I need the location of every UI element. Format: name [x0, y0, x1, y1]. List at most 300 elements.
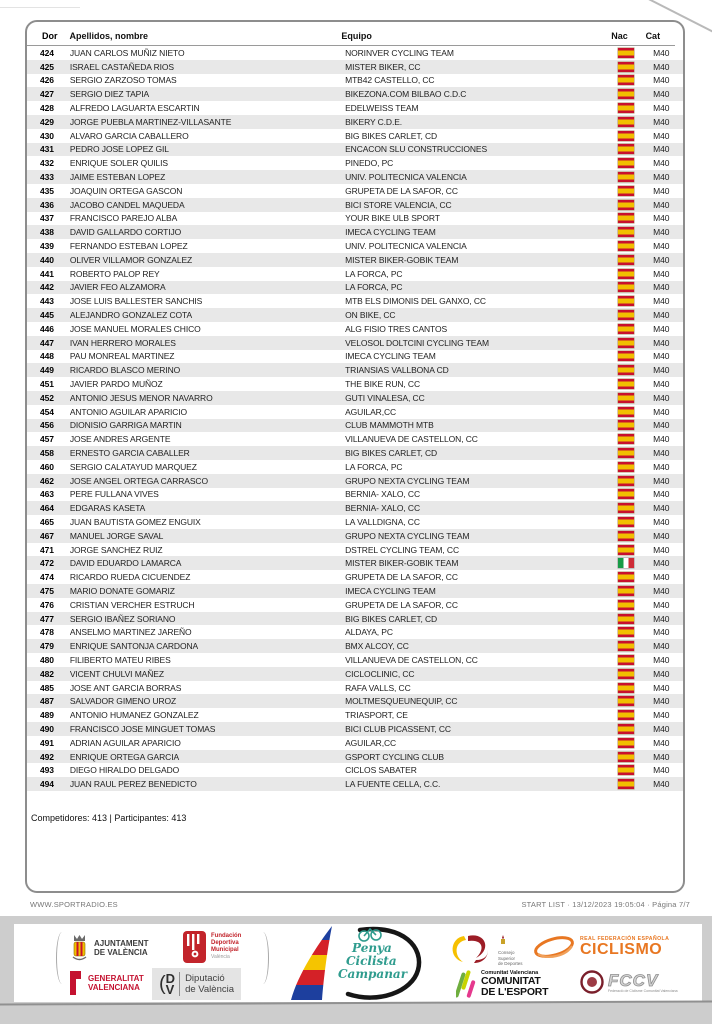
fundacion-label-sub: València [211, 954, 230, 960]
rider-category: M40 [653, 213, 670, 224]
rider-category: M40 [653, 282, 670, 293]
nationality-flag-icon [618, 779, 653, 789]
rider-dorsal: 432 [40, 158, 54, 169]
rider-dorsal: 449 [40, 365, 54, 376]
rider-team: IMECA CYCLING TEAM [345, 585, 436, 596]
rider-dorsal: 492 [40, 751, 54, 762]
rider-dorsal: 475 [40, 585, 54, 596]
rider-team: MISTER BIKER, CC [345, 61, 421, 72]
table-row [27, 405, 683, 419]
rider-name: ALFREDO LAGUARTA ESCARTIN [69, 103, 200, 114]
rider-dorsal: 476 [40, 599, 54, 610]
rider-team: BIKEZONA.COM BILBAO C.D.C [345, 89, 467, 100]
penya-ciclista-campanar-logo [286, 924, 451, 1002]
rider-team: MTB42 CASTELLO, CC [345, 75, 435, 86]
rider-dorsal: 433 [40, 172, 54, 183]
rider-category: M40 [653, 765, 670, 776]
rider-name: SERGIO IBAÑEZ SORIANO [69, 613, 176, 624]
rider-dorsal: 467 [40, 530, 54, 541]
rider-category: M40 [653, 751, 670, 762]
rider-team: CLUB MAMMOTH MTB [345, 420, 434, 431]
rider-category: M40 [653, 585, 670, 596]
rider-name: FILIBERTO MATEU RIBES [69, 654, 171, 665]
rfec-label-main: CICLISMO [580, 941, 663, 958]
nationality-flag-icon [618, 241, 653, 251]
rider-category: M40 [653, 544, 670, 555]
comunitat-slashes-icon [456, 968, 476, 1000]
nationality-flag-icon [618, 213, 653, 223]
rider-category: M40 [653, 779, 670, 790]
rider-dorsal: 463 [40, 489, 54, 500]
rider-dorsal: 464 [40, 503, 54, 514]
rider-team: BIG BIKES CARLET, CD [345, 130, 438, 141]
table-row [27, 377, 683, 391]
fundacion-label-line2: Deportiva [211, 940, 239, 946]
nationality-flag-icon [618, 489, 653, 499]
rider-category: M40 [653, 572, 670, 583]
rider-dorsal: 435 [40, 185, 54, 196]
table-row [27, 625, 683, 639]
nationality-flag-icon [618, 476, 653, 486]
rider-dorsal: 460 [40, 461, 54, 472]
table-row [27, 722, 683, 736]
diputacio-valencia-logo [152, 968, 241, 1000]
comunitat-label-top: Comunitat Valenciana [481, 970, 539, 976]
table-row [27, 763, 683, 777]
comunitat-esport-logo [456, 968, 548, 1000]
csd-label-line2: Superior [498, 955, 516, 961]
rider-category: M40 [653, 406, 670, 417]
rider-name: JOAQUIN ORTEGA GASCON [69, 185, 183, 196]
rider-team: GRUPETA DE LA SAFOR, CC [345, 599, 458, 610]
nationality-flag-icon [618, 351, 653, 361]
rider-category: M40 [653, 682, 670, 693]
penya-label-line2: Ciclista [346, 954, 397, 968]
footer-website: WWW.SPORTRADIO.ES [30, 900, 118, 909]
rider-team: VILLANUEVA DE CASTELLON, CC [345, 654, 478, 665]
rider-dorsal: 428 [40, 103, 54, 114]
nationality-flag-icon [618, 627, 653, 637]
rider-category: M40 [653, 654, 670, 665]
rider-category: M40 [653, 530, 670, 541]
rider-team: GRUPETA DE LA SAFOR, CC [345, 185, 458, 196]
table-row [27, 350, 683, 364]
rider-team: GRUPO NEXTA CYCLING TEAM [345, 530, 470, 541]
rider-name: ENRIQUE ORTEGA GARCIA [69, 751, 180, 762]
nationality-flag-icon [618, 641, 653, 651]
rider-dorsal: 442 [40, 282, 54, 293]
nationality-flag-icon [618, 462, 653, 472]
rider-category: M40 [653, 268, 670, 279]
rider-category: M40 [653, 172, 670, 183]
rider-dorsal: 491 [40, 737, 54, 748]
rider-dorsal: 447 [40, 337, 54, 348]
rider-dorsal: 426 [40, 75, 54, 86]
rider-category: M40 [653, 103, 670, 114]
rider-category: M40 [653, 47, 670, 58]
nationality-flag-icon [618, 683, 653, 693]
table-row [27, 460, 683, 474]
rider-dorsal: 493 [40, 765, 54, 776]
rider-team: LA FORCA, PC [345, 268, 403, 279]
rider-name: SERGIO DIEZ TAPIA [69, 89, 150, 100]
table-row [27, 432, 683, 446]
dv-letter-v: V [165, 982, 174, 997]
rider-team: RAFA VALLS, CC [345, 682, 411, 693]
rider-name: DIEGO HIRALDO DELGADO [69, 765, 180, 776]
nationality-flag-icon [618, 200, 653, 210]
header-name: Apellidos, nombre [69, 31, 148, 41]
table-row [27, 667, 683, 681]
rider-team: BIG BIKES CARLET, CD [345, 448, 438, 458]
rider-category: M40 [653, 89, 670, 100]
nationality-flag-icon [618, 752, 653, 762]
rider-dorsal: 458 [40, 448, 54, 458]
nationality-flag-icon [618, 75, 653, 85]
comunitat-label-line2: DE L'ESPORT [481, 986, 549, 998]
fundacion-label-line1: Fundación [211, 933, 242, 939]
rider-name: ALVARO GARCIA CABALLERO [69, 130, 189, 141]
rider-name: JOSE ANGEL ORTEGA CARRASCO [69, 475, 208, 486]
nationality-flag-icon [618, 62, 653, 72]
rider-name: SALVADOR GIMENO UROZ [69, 696, 177, 707]
nationality-flag-icon [618, 420, 653, 430]
rider-team: MISTER BIKER-GOBIK TEAM [345, 254, 459, 265]
rider-team: ON BIKE, CC [345, 310, 396, 321]
rider-dorsal: 448 [40, 351, 54, 362]
rider-name: JOSE ANDRES ARGENTE [69, 434, 171, 445]
rider-team: LA FORCA, PC [345, 282, 403, 293]
rider-team: UNIV. POLITECNICA VALENCIA [345, 241, 467, 252]
csd-label-line1: Consejo [498, 950, 515, 955]
nationality-flag-icon [618, 503, 653, 513]
nationality-flag-icon [618, 434, 653, 444]
rider-dorsal: 437 [40, 213, 54, 224]
ajuntament-crest-icon [70, 934, 89, 962]
rider-category: M40 [653, 613, 670, 624]
rider-dorsal: 445 [40, 310, 54, 321]
rider-name: DAVID GALLARDO CORTIJO [69, 227, 182, 238]
rider-dorsal: 440 [40, 254, 54, 265]
rider-team: AGUILAR,CC [345, 406, 397, 417]
rider-category: M40 [653, 144, 670, 155]
rider-dorsal: 425 [40, 61, 54, 72]
rider-team: BERNIA- XALO, CC [345, 489, 421, 500]
rider-category: M40 [653, 668, 670, 679]
divider-paren-right [257, 932, 269, 984]
table-row [27, 501, 683, 515]
rider-dorsal: 494 [40, 779, 54, 790]
rfec-ciclismo-logo [532, 932, 669, 962]
rider-name: OLIVER VILLAMOR GONZALEZ [69, 254, 193, 265]
nationality-flag-icon [618, 531, 653, 541]
rfec-label-top: REAL FEDERACIÓN ESPAÑOLA [580, 936, 670, 942]
rider-dorsal: 487 [40, 696, 54, 707]
rider-team: CICLOCLINIC, CC [345, 668, 415, 679]
rider-team: UNIV. POLITECNICA VALENCIA [345, 172, 467, 183]
nationality-flag-icon [618, 269, 653, 279]
rider-team: VILLANUEVA DE CASTELLON, CC [345, 434, 478, 445]
dv-divider [179, 972, 180, 996]
rider-category: M40 [653, 323, 670, 334]
table-row [27, 87, 683, 101]
nationality-flag-icon [618, 600, 653, 610]
rider-dorsal: 457 [40, 434, 54, 445]
rider-category: M40 [653, 379, 670, 390]
rider-team: GSPORT CYCLING CLUB [345, 751, 444, 762]
rider-category: M40 [653, 185, 670, 196]
rider-name: MANUEL JORGE SAVAL [69, 530, 164, 541]
rider-name: ADRIAN AGUILAR APARICIO [69, 737, 181, 748]
rider-name: JACOBO CANDEL MAQUEDA [69, 199, 185, 210]
rider-name: DAVID EDUARDO LAMARCA [69, 558, 182, 569]
rider-category: M40 [653, 241, 670, 252]
table-row [27, 419, 683, 433]
penya-label-line1: Penya [352, 941, 392, 955]
nationality-flag-icon [618, 324, 653, 334]
rider-team: THE BIKE RUN, CC [345, 379, 421, 390]
rider-team: NORINVER CYCLING TEAM [345, 47, 454, 58]
rider-category: M40 [653, 296, 670, 307]
rider-name: VICENT CHULVI MAÑEZ [69, 668, 164, 679]
rider-team: LA FORCA, PC [345, 461, 403, 472]
rider-team: IMECA CYCLING TEAM [345, 351, 436, 362]
rider-team: GUTI VINALESA, CC [345, 392, 425, 403]
table-row [27, 294, 683, 308]
rider-dorsal: 443 [40, 296, 54, 307]
rider-name: RICARDO BLASCO MERINO [69, 365, 181, 376]
rider-dorsal: 439 [40, 241, 54, 252]
page-footer [30, 900, 690, 909]
table-row [27, 239, 683, 253]
rider-name: FRANCISCO JOSE MINGUET TOMAS [69, 723, 216, 734]
table-row [27, 336, 683, 350]
rider-category: M40 [653, 392, 670, 403]
rider-dorsal: 446 [40, 323, 54, 334]
rider-team: EDELWEISS TEAM [345, 103, 419, 114]
generalitat-emblem-icon [68, 970, 83, 996]
rider-category: M40 [653, 116, 670, 127]
penya-label-line3: Campanar [338, 967, 408, 981]
ajuntament-valencia-logo [70, 934, 149, 962]
nationality-flag-icon [618, 131, 653, 141]
dv-letter-d: D [165, 971, 175, 986]
rider-category: M40 [653, 475, 670, 486]
rider-team: ALDAYA, PC [345, 627, 393, 638]
nationality-flag-icon [618, 365, 653, 375]
rider-team: YOUR BIKE ULB SPORT [345, 213, 440, 224]
sponsor-logo-strip [14, 924, 702, 1002]
rider-team: ENCACON SLU CONSTRUCCIONES [345, 144, 488, 155]
rider-team: BERNIA- XALO, CC [345, 503, 421, 514]
rider-name: ALEJANDRO GONZALEZ COTA [69, 310, 193, 321]
rider-team: GRUPO NEXTA CYCLING TEAM [345, 475, 470, 486]
rider-team: BIKERY C.D.E. [345, 116, 403, 127]
nationality-flag-icon [618, 310, 653, 320]
fccv-label-main: FCCV [608, 970, 659, 990]
rider-team: BICI STORE VALENCIA, CC [345, 199, 452, 210]
rider-dorsal: 490 [40, 723, 54, 734]
rider-name: SERGIO CALATAYUD MARQUEZ [69, 461, 197, 472]
rider-name: ISRAEL CASTAÑEDA RIOS [69, 61, 174, 72]
rider-team: TRIASPORT, CE [345, 710, 408, 721]
table-row [27, 170, 683, 184]
rider-name: IVAN HERRERO MORALES [69, 337, 176, 348]
rider-name: FERNANDO ESTEBAN LOPEZ [69, 241, 188, 252]
nationality-flag-icon [618, 158, 653, 168]
rider-team: ALG FISIO TRES CANTOS [345, 323, 448, 334]
rfec-swoosh-icon [532, 932, 576, 962]
rider-name: JOSE LUIS BALLESTER SANCHIS [69, 296, 203, 307]
rider-category: M40 [653, 641, 670, 652]
nationality-flag-icon [618, 338, 653, 348]
photo-edge-artifact [0, 7, 80, 8]
table-row [27, 529, 683, 543]
table-row [27, 184, 683, 198]
nationality-flag-icon [618, 545, 653, 555]
rider-category: M40 [653, 351, 670, 362]
header-nationality: Nac [611, 31, 628, 41]
rider-team: MISTER BIKER-GOBIK TEAM [345, 558, 459, 569]
table-row [27, 556, 683, 570]
rider-team: VELOSOL DOLTCINI CYCLING TEAM [345, 337, 489, 348]
rider-name: JAVIER FEO ALZAMORA [69, 282, 166, 293]
rider-dorsal: 477 [40, 613, 54, 624]
rider-dorsal: 485 [40, 682, 54, 693]
nationality-flag-icon [618, 710, 653, 720]
rider-category: M40 [653, 130, 670, 141]
nationality-flag-icon [618, 572, 653, 582]
dv-paren-glyph: ( [159, 972, 166, 995]
table-row [27, 488, 683, 502]
table-row [27, 777, 683, 791]
rider-category: M40 [653, 75, 670, 86]
rider-dorsal: 441 [40, 268, 54, 279]
rider-name: ROBERTO PALOP REY [69, 268, 160, 279]
rider-name: RICARDO RUEDA CICUENDEZ [69, 572, 191, 583]
rider-team: BIG BIKES CARLET, CD [345, 613, 438, 624]
rider-team: BMX ALCOY, CC [345, 641, 409, 652]
nationality-flag-icon [618, 48, 653, 58]
rider-dorsal: 479 [40, 641, 54, 652]
table-row [27, 225, 683, 239]
nationality-flag-icon [618, 296, 653, 306]
rider-category: M40 [653, 434, 670, 445]
table-row [27, 708, 683, 722]
rider-category: M40 [653, 365, 670, 376]
rider-category: M40 [653, 696, 670, 707]
rider-name: ENRIQUE SOLER QUILIS [69, 158, 168, 169]
csd-label-line3: de Deportes [498, 961, 523, 966]
ajuntament-label-line2: DE VALÈNCIA [94, 948, 148, 957]
rider-category: M40 [653, 558, 670, 569]
rider-category: M40 [653, 489, 670, 500]
fundacion-mark-icon [182, 930, 207, 964]
table-row [27, 750, 683, 764]
table-row [27, 253, 683, 267]
rider-category: M40 [653, 199, 670, 210]
rider-category: M40 [653, 420, 670, 431]
header-dorsal: Dor [42, 31, 58, 41]
nationality-flag-icon [618, 724, 653, 734]
nationality-flag-icon [618, 586, 653, 596]
fundacion-label-line3: Municipal [211, 947, 239, 953]
footer-pagination: START LIST · 13/12/2023 19:05:04 · Página 7/7 [521, 900, 690, 909]
rider-name: ANSELMO MARTINEZ JAREÑO [69, 627, 192, 638]
rider-team: BICI CLUB PICASSENT, CC [345, 723, 451, 734]
nationality-flag-icon [618, 614, 653, 624]
table-row [27, 267, 683, 281]
nationality-flag-icon [618, 655, 653, 665]
rider-category: M40 [653, 310, 670, 321]
rider-dorsal: 480 [40, 654, 54, 665]
rider-dorsal: 452 [40, 392, 54, 403]
rider-name: ANTONIO JESUS MENOR NAVARRO [69, 392, 213, 403]
rider-category: M40 [653, 737, 670, 748]
table-row [27, 129, 683, 143]
table-row [27, 281, 683, 295]
rider-category: M40 [653, 516, 670, 527]
rider-dorsal: 474 [40, 572, 54, 583]
rider-name: JOSE ANT GARCIA BORRAS [69, 682, 182, 693]
table-row [27, 101, 683, 115]
header-category: Cat [645, 31, 661, 41]
nationality-flag-icon [618, 407, 653, 417]
table-row [27, 515, 683, 529]
nationality-flag-icon [618, 89, 653, 99]
nationality-flag-icon [618, 448, 653, 458]
table-row [27, 570, 683, 584]
rider-team: LA FUENTE CELLA, C.C. [345, 779, 441, 790]
table-row [27, 115, 683, 129]
diputacio-label-line1: Diputació [185, 973, 225, 984]
table-row [27, 584, 683, 598]
ajuntament-label-line1: AJUNTAMENT [94, 938, 149, 948]
nationality-flag-icon [618, 765, 653, 775]
table-row [27, 681, 683, 695]
rider-dorsal: 429 [40, 116, 54, 127]
rider-dorsal: 462 [40, 475, 54, 486]
generalitat-label-line2: VALENCIANA [88, 983, 140, 992]
table-row [27, 653, 683, 667]
rider-category: M40 [653, 627, 670, 638]
rider-name: ERNESTO GARCIA CABALLER [69, 448, 190, 458]
table-row [27, 736, 683, 750]
nationality-flag-icon [618, 282, 653, 292]
rider-dorsal: 482 [40, 668, 54, 679]
rider-name: PEDRO JOSE LOPEZ GIL [69, 144, 169, 155]
comunitat-label-line1: COMUNITAT [481, 975, 541, 987]
rider-name: PAU MONREAL MARTINEZ [69, 351, 175, 362]
rider-dorsal: 451 [40, 379, 54, 390]
rider-name: JORGE SANCHEZ RUIZ [69, 544, 163, 555]
csd-mark-icon [446, 932, 494, 966]
rider-dorsal: 465 [40, 516, 54, 527]
nationality-flag-icon [618, 117, 653, 127]
divider-paren-left [56, 932, 68, 984]
rider-team: DSTREL CYCLING TEAM, CC [345, 544, 459, 555]
nationality-flag-icon [618, 186, 653, 196]
rider-team: MOLTMESQUEUNEQUIP, CC [345, 696, 458, 707]
table-body [27, 46, 683, 791]
rider-dorsal: 478 [40, 627, 54, 638]
rider-category: M40 [653, 448, 670, 458]
rider-category: M40 [653, 254, 670, 265]
rider-dorsal: 489 [40, 710, 54, 721]
table-header-row [27, 22, 675, 46]
startlist-table-box [25, 20, 685, 893]
table-row [27, 543, 683, 557]
